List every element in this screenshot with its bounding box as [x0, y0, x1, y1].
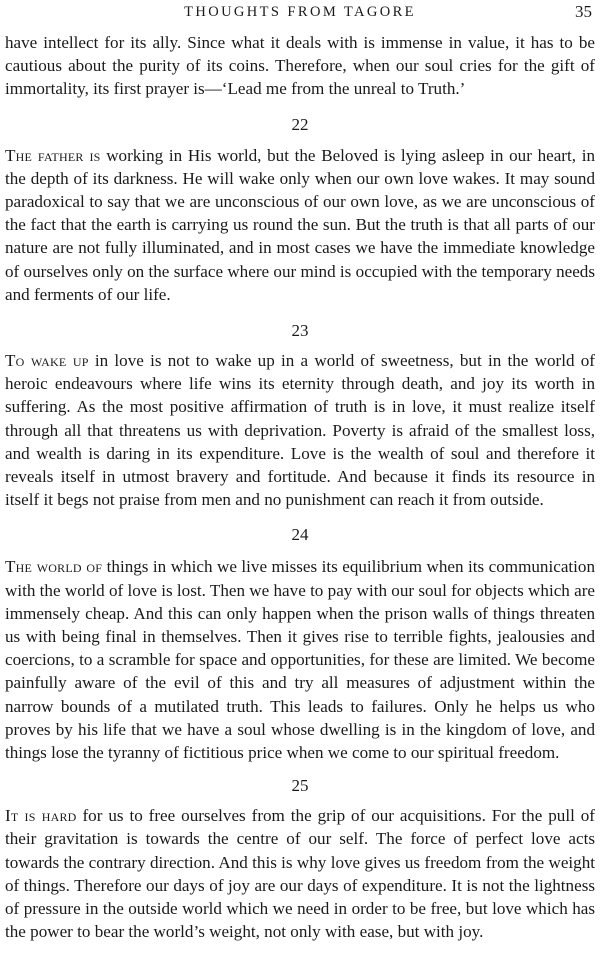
- section-number: 25: [291, 776, 309, 796]
- section-25: [5, 775, 595, 943]
- running-title: THOUGHTS FROM TAGORE: [184, 4, 416, 20]
- section-paragraph: [5, 144, 595, 306]
- page-number: 35: [575, 2, 592, 21]
- opening-words: It is hard: [5, 806, 77, 826]
- opening-words: The father is: [5, 145, 101, 165]
- section-23: [5, 320, 595, 511]
- paragraph-text: working in His world, but the Beloved is lying asleep in our heart, in the depth of its darkness. He will wake only when our own love wakes. It may sound paradoxical to say that we are unconscious of our own love, as we are unconscious of the fact that the earth is carrying us round the sun. But the truth is that all parts of our nature are not fully illuminated, and in most cases we have the immediate knowledge of ourselves only on the surface where our mind is occupied with the temporary needs and ferments of our life.: [5, 145, 595, 304]
- section-number: 22: [291, 114, 309, 134]
- paragraph-text: in love is not to wake up in a world of sweetness, but in the world of heroic endeavours where life wins its eternity through death, and joy its worth in suffering. As the most positive affirmation of truth is in love, it must realize itself through all that threatens us with deprivation. Poverty is afraid of the smallest loss, and wealth is daring in its expenditure. Love is the wealth of soul and therefore it reveals itself in utmost bravery and fortitude. And because it finds its resource in itself it begs not praise from men and no punishment can reach it from outside.: [5, 351, 595, 510]
- intro-paragraph: have intellect for its ally. Since what it deals with is immense in value, it has to be cautious about the purity of its coins. Therefore, when our soul cries for the gift of immortality, its first prayer is—‘Lead me from the unreal to Truth.’: [5, 33, 595, 99]
- section-24: [5, 524, 595, 764]
- section-paragraph: [5, 349, 595, 511]
- paragraph-text: for us to free ourselves from the grip of our acquisitions. For the pull of their gravitation is towards the centre of our self. The force of perfect love acts towards the contrary direction. And this is why love gives us freedom from the weight of things. Therefore our days of joy are our days of expenditure. It is not the lightness of pressure in the outside world which we need in order to be free, but love which has the power to bear the world’s weight, not only with ease, but with joy.: [5, 806, 595, 942]
- opening-words: The world of: [5, 557, 103, 577]
- section-paragraph: [5, 804, 595, 943]
- paragraph-text: things in which we live misses its equilibrium when its communication with the world of love is lost. Then we have to pay with our soul for objects which are immensely cheap. And this can only happen when the prison walls of things threaten us with being final in themselves. Then it gives rise to terrible fights, jealousies and coercions, to a scramble for space and opportunities, for these are limited. We become painfully aware of the evil of this and try all measures of adjustment within the narrow bounds of a mutilated truth. This leads to failures. Only he helps us who proves by his life that we have a soul whose dwelling is in the kingdom of love, and things lose the tyranny of fictitious price when we come to our spiritual freedom.: [5, 557, 595, 763]
- running-header: [0, 2, 600, 24]
- section-number: 24: [291, 525, 309, 545]
- section-paragraph: [5, 555, 595, 764]
- section-22: [5, 114, 595, 306]
- opening-words: To wake up: [5, 351, 89, 371]
- page-body: [5, 31, 595, 944]
- section-number: 23: [291, 321, 309, 341]
